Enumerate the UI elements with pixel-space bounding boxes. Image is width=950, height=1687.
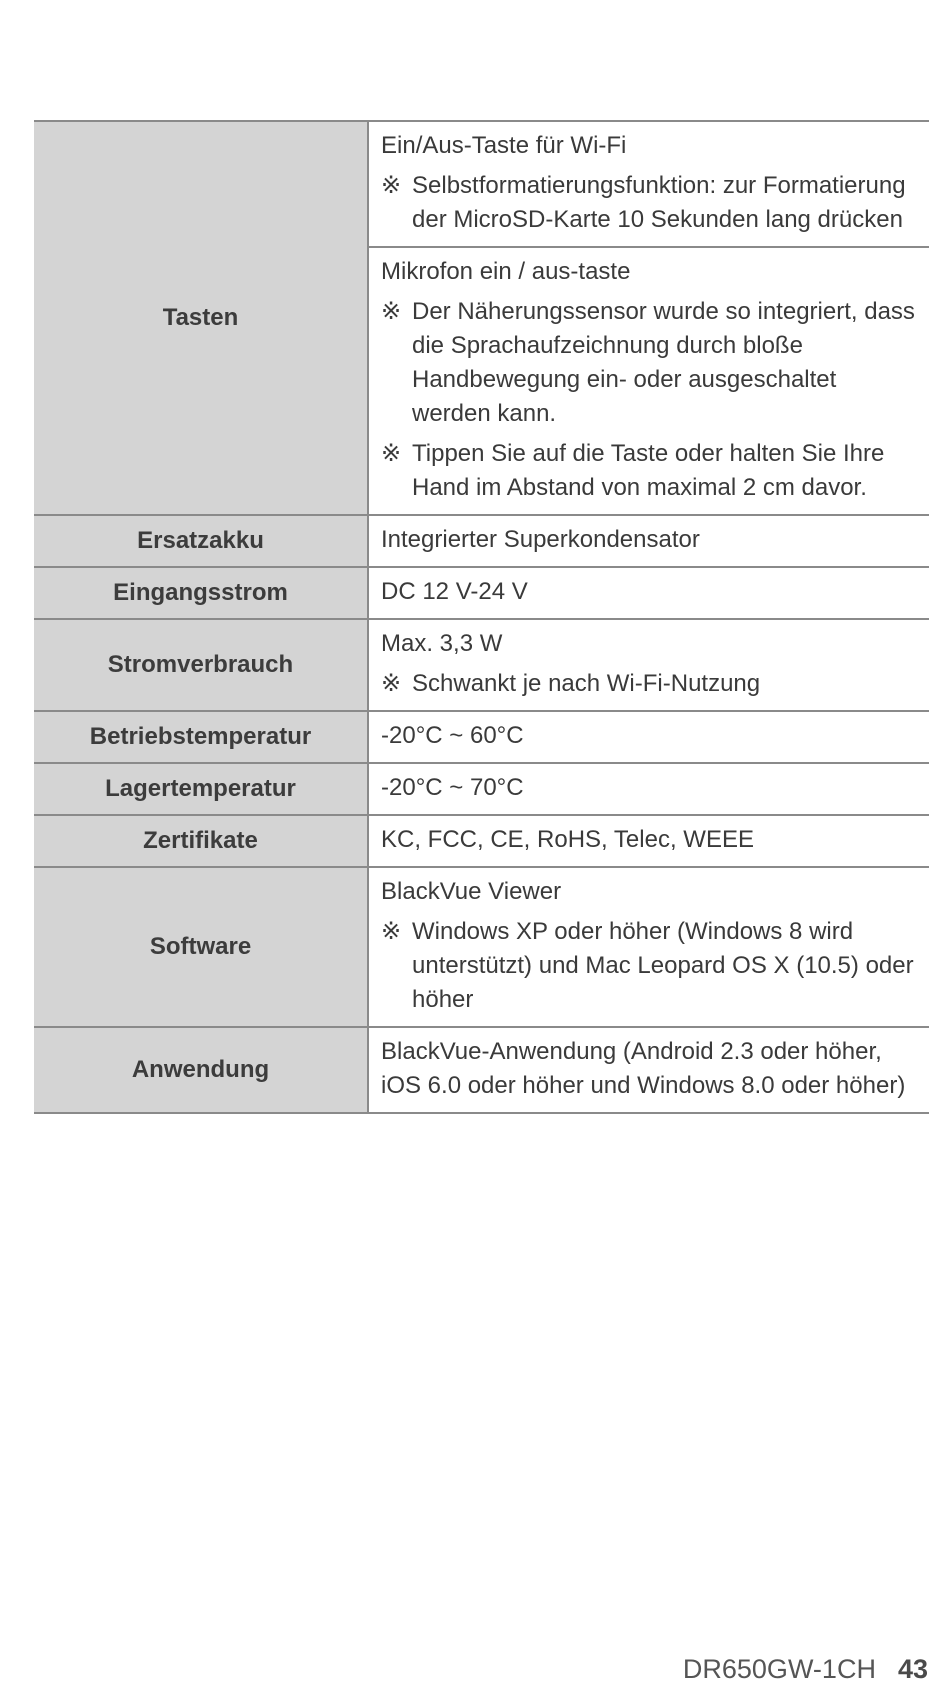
spec-row-tasten (34, 121, 929, 515)
spec-value (368, 121, 929, 515)
spec-label: Ersatzakku (34, 515, 368, 567)
note (381, 437, 919, 505)
spec-table (34, 120, 929, 1114)
value-block-wifi-button (369, 122, 929, 246)
note-text: Windows XP oder höher (Windows 8 wird unterstützt) und Mac Leopard OS X (10.5) oder höher (412, 918, 914, 1013)
spec-row-ersatzakku (34, 515, 929, 567)
spec-table-body (34, 121, 929, 1113)
value-text: BlackVue-Anwendung (Android 2.3 oder höher, iOS 6.0 oder höher und Windows 8.0 oder höher) (381, 1038, 906, 1099)
spec-value (368, 815, 929, 867)
spec-row-lagertemperatur (34, 763, 929, 815)
spec-label: Eingangsstrom (34, 567, 368, 619)
value-block-mic-button (369, 246, 929, 514)
value-text: Integrierter Superkondensator (381, 526, 700, 553)
spec-value (368, 619, 929, 711)
spec-label: Betriebstemperatur (34, 711, 368, 763)
note-text: Schwankt je nach Wi-Fi-Nutzung (412, 670, 761, 697)
value-text: DC 12 V-24 V (381, 578, 528, 605)
spec-value (368, 515, 929, 567)
spec-row-eingangsstrom (34, 567, 929, 619)
value-text: BlackVue Viewer (381, 878, 562, 905)
note (381, 915, 919, 1017)
value-text: Mikrofon ein / aus-taste (381, 258, 631, 285)
spec-value (368, 867, 929, 1027)
spec-value (368, 711, 929, 763)
reference-mark-icon: ※ (381, 440, 402, 467)
value-text: -20°C ~ 70°C (381, 774, 524, 801)
value-text: -20°C ~ 60°C (381, 722, 524, 749)
note-text: Selbstformatierungsfunktion: zur Formatierung der MicroSD-Karte 10 Sekunden lang drücken (412, 172, 906, 233)
note-text: Der Näherungssensor wurde so integriert, dass die Sprachaufzeichnung durch bloße Handbewegung ein- oder ausgeschaltet werden kann. (412, 298, 915, 427)
reference-mark-icon: ※ (381, 298, 402, 325)
page-number: 43 (897, 1654, 928, 1684)
spec-row-zertifikate (34, 815, 929, 867)
spec-row-stromverbrauch (34, 619, 929, 711)
spec-label: Lagertemperatur (34, 763, 368, 815)
note (381, 295, 919, 431)
spec-value (368, 567, 929, 619)
spec-value (368, 1027, 929, 1113)
note (381, 667, 919, 701)
spec-row-anwendung (34, 1027, 929, 1113)
spec-row-software (34, 867, 929, 1027)
model-name: DR650GW-1CH (682, 1654, 876, 1684)
reference-mark-icon: ※ (381, 918, 402, 945)
spec-value (368, 763, 929, 815)
reference-mark-icon: ※ (381, 172, 402, 199)
page-footer (683, 1654, 928, 1685)
spec-label: Tasten (34, 121, 368, 515)
note (381, 169, 919, 237)
value-text: Max. 3,3 W (381, 630, 503, 657)
spec-label: Anwendung (34, 1027, 368, 1113)
spec-label: Stromverbrauch (34, 619, 368, 711)
value-text: Ein/Aus-Taste für Wi-Fi (381, 132, 627, 159)
spec-label: Zertifikate (34, 815, 368, 867)
spec-label: Software (34, 867, 368, 1027)
note-text: Tippen Sie auf die Taste oder halten Sie Ihre Hand im Abstand von maximal 2 cm davor. (412, 440, 885, 501)
reference-mark-icon: ※ (381, 670, 402, 697)
value-text: KC, FCC, CE, RoHS, Telec, WEEE (381, 826, 754, 853)
spec-row-betriebstemperatur (34, 711, 929, 763)
